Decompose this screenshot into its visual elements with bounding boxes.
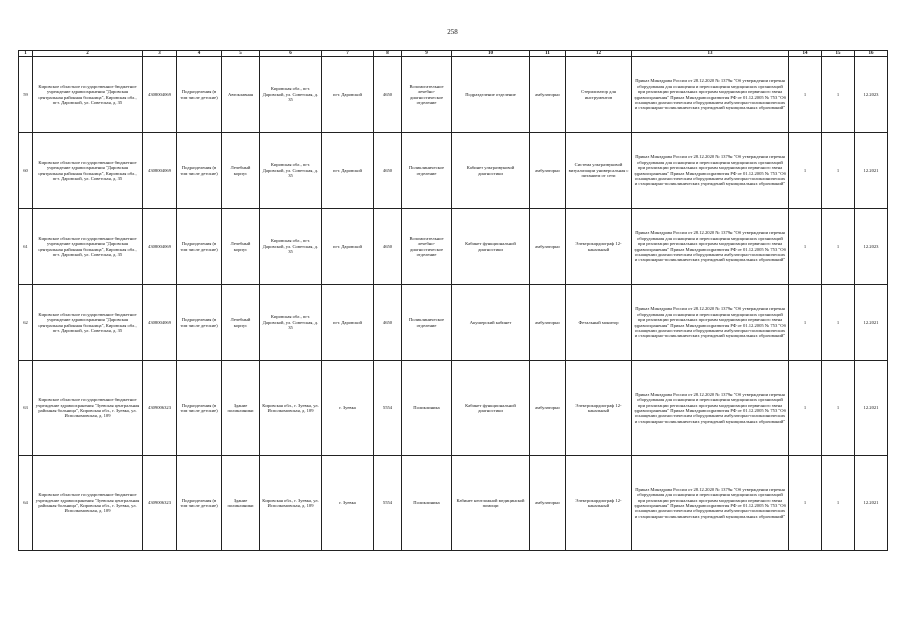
care-type-cell: амбулаторно: [530, 456, 566, 551]
unit-cell: Подразделения (в том числе детские): [177, 361, 222, 456]
equipment-cell: Фетальный монитор: [566, 285, 632, 361]
unit-cell: Подразделения (в том числе детские): [177, 456, 222, 551]
equipment-table: [18, 50, 888, 551]
unit-cell: Подразделения (в том числе детские): [177, 133, 222, 209]
equipment-cell: Система ультразвуковой визуализации универсальная с питанием от сети: [566, 133, 632, 209]
quantity-cell: 1: [822, 361, 855, 456]
legal-basis-cell: Приказ Минздрава России от 28.12.2020 № 1379н "Об утверждении перечня оборудования для оснащения и переоснащения медицинских организаций при реализации региональных программ модернизации первичного звена здравоохранения" Приказ Минздравсоцразвития РФ от 01.12.2005 № 753 "Об оснащении диагностическим оборудованием амбулаторно-поликлинических и стационарно-поликлинических учреждений муниципальных образований": [632, 209, 789, 285]
room-cell: Кабинет неотложной медицинской помощи: [452, 456, 530, 551]
building-cell: Здание поликлиники: [222, 361, 260, 456]
table-row: [19, 209, 888, 285]
equipment-cell: Электрокардиограф 12-канальный: [566, 209, 632, 285]
quantity-plan-cell: 1: [789, 57, 822, 133]
row-number-cell: 59: [19, 57, 33, 133]
ogrn-cell: 4308004069: [143, 57, 177, 133]
table-row: [19, 456, 888, 551]
building-cell: Лечебный корпус: [222, 285, 260, 361]
row-number-cell: 62: [19, 285, 33, 361]
code-cell: 5554: [374, 361, 402, 456]
care-type-cell: амбулаторно: [530, 209, 566, 285]
quantity-plan-cell: 1: [789, 209, 822, 285]
column-header: 15: [822, 51, 855, 57]
building-cell: Лечебный корпус: [222, 209, 260, 285]
quantity-cell: 1: [822, 285, 855, 361]
row-number-cell: 64: [19, 456, 33, 551]
column-header: 12: [566, 51, 632, 57]
column-header: 3: [143, 51, 177, 57]
quantity-plan-cell: 1: [789, 133, 822, 209]
ogrn-cell: 4308004069: [143, 209, 177, 285]
room-cell: Кабинет функциональной диагностики: [452, 361, 530, 456]
organization-cell: Кировское областное государственное бюджетное учреждение здравоохранения "Даровская центральная районная больница", Кировская обл., пгт. Даровской, ул. Советская, д. 35: [33, 133, 143, 209]
unit-cell: Подразделения (в том числе детские): [177, 209, 222, 285]
column-header: 13: [632, 51, 789, 57]
ogrn-cell: 4309006323: [143, 361, 177, 456]
address-cell: Кировская обл., пгт. Даровской, ул. Советская, д. 35: [260, 209, 322, 285]
care-type-cell: амбулаторно: [530, 57, 566, 133]
address-cell: Кировская обл., пгт. Даровской, ул. Советская, д. 35: [260, 57, 322, 133]
date-cell: 12.2021: [855, 456, 888, 551]
locality-cell: пгт. Даровской: [322, 209, 374, 285]
locality-cell: пгт. Даровской: [322, 133, 374, 209]
column-header: 4: [177, 51, 222, 57]
equipment-cell: Электрокардиограф 12-канальный: [566, 361, 632, 456]
room-cell: Кабинет функциональной диагностики: [452, 209, 530, 285]
address-cell: Кировская обл., пгт. Даровской, ул. Советская, д. 35: [260, 285, 322, 361]
equipment-cell: Электрокардиограф 12-канальный: [566, 456, 632, 551]
column-header: 7: [322, 51, 374, 57]
unit-cell: Подразделения (в том числе детские): [177, 285, 222, 361]
department-cell: Поликлиника: [402, 361, 452, 456]
column-header: 9: [402, 51, 452, 57]
row-number-cell: 63: [19, 361, 33, 456]
department-cell: Поликлиническое отделение: [402, 285, 452, 361]
organization-cell: Кировское областное государственное бюджетное учреждение здравоохранения "Зуевская центральная районная больница", Кировская обл., г. Зуевка, ул. Исполкомовская, д. 109: [33, 361, 143, 456]
address-cell: Кировская обл., г. Зуевка, ул. Исполкомовская, д. 109: [260, 361, 322, 456]
table-row: [19, 57, 888, 133]
table-row: [19, 285, 888, 361]
care-type-cell: амбулаторно: [530, 361, 566, 456]
room-cell: Подразделение отделение: [452, 57, 530, 133]
date-cell: 12.2021: [855, 285, 888, 361]
room-cell: Акушерский кабинет: [452, 285, 530, 361]
locality-cell: г. Зуевка: [322, 456, 374, 551]
code-cell: 4650: [374, 57, 402, 133]
legal-basis-cell: Приказ Минздрава России от 28.12.2020 № 1379н "Об утверждении перечня оборудования для оснащения и переоснащения медицинских организаций при реализации региональных программ модернизации первичного звена здравоохранения" Приказ Минздравсоцразвития РФ от 01.12.2005 № 753 "Об оснащении диагностическим оборудованием амбулаторно-поликлинических и стационарно-поликлинических учреждений муниципальных образований": [632, 361, 789, 456]
date-cell: 12.2023: [855, 209, 888, 285]
organization-cell: Кировское областное государственное бюджетное учреждение здравоохранения "Даровская центральная районная больница", Кировская обл., пгт. Даровской, ул. Советская, д. 35: [33, 285, 143, 361]
code-cell: 4650: [374, 285, 402, 361]
equipment-cell: Стерилизатор для инструментов: [566, 57, 632, 133]
care-type-cell: амбулаторно: [530, 133, 566, 209]
quantity-cell: 1: [822, 209, 855, 285]
column-header: 16: [855, 51, 888, 57]
column-header: 2: [33, 51, 143, 57]
room-cell: Кабинет ультразвуковой диагностики: [452, 133, 530, 209]
ogrn-cell: 4308004069: [143, 285, 177, 361]
code-cell: 4650: [374, 209, 402, 285]
table-row: [19, 133, 888, 209]
legal-basis-cell: Приказ Минздрава России от 28.12.2020 № 1379н "Об утверждении перечня оборудования для оснащения и переоснащения медицинских организаций при реализации региональных программ модернизации первичного звена здравоохранения" Приказ Минздравсоцразвития РФ от 01.12.2005 № 753 "Об оснащении диагностическим оборудованием амбулаторно-поликлинических и стационарно-поликлинических учреждений муниципальных образований": [632, 285, 789, 361]
quantity-cell: 1: [822, 57, 855, 133]
column-header: 5: [222, 51, 260, 57]
ogrn-cell: 4308004069: [143, 133, 177, 209]
department-cell: Вспомогательное лечебно-диагностическое отделение: [402, 209, 452, 285]
quantity-plan-cell: 1: [789, 285, 822, 361]
column-header: 10: [452, 51, 530, 57]
building-cell: Автоклавная: [222, 57, 260, 133]
building-cell: Здание поликлиники: [222, 456, 260, 551]
locality-cell: г. Зуевка: [322, 361, 374, 456]
locality-cell: пгт. Даровской: [322, 57, 374, 133]
legal-basis-cell: Приказ Минздрава России от 28.12.2020 № 1379н "Об утверждении перечня оборудования для оснащения и переоснащения медицинских организаций при реализации региональных программ модернизации первичного звена здравоохранения" Приказ Минздравсоцразвития РФ от 01.12.2005 № 753 "Об оснащении диагностическим оборудованием амбулаторно-поликлинических и стационарно-поликлинических учреждений муниципальных образований": [632, 456, 789, 551]
date-cell: 12.2021: [855, 133, 888, 209]
ogrn-cell: 4309006323: [143, 456, 177, 551]
department-cell: Вспомогательное лечебно-диагностическое отделение: [402, 57, 452, 133]
column-header: 1: [19, 51, 33, 57]
legal-basis-cell: Приказ Минздрава России от 28.12.2020 № 1379н "Об утверждении перечня оборудования для оснащения и переоснащения медицинских организаций при реализации региональных программ модернизации первичного звена здравоохранения" Приказ Минздравсоцразвития РФ от 01.12.2005 № 753 "Об оснащении диагностическим оборудованием амбулаторно-поликлинических и стационарно-поликлинических учреждений муниципальных образований": [632, 133, 789, 209]
unit-cell: Подразделения (в том числе детские): [177, 57, 222, 133]
quantity-cell: 1: [822, 456, 855, 551]
organization-cell: Кировское областное государственное бюджетное учреждение здравоохранения "Зуевская центральная районная больница", Кировская обл., г. Зуевка, ул. Исполкомовская, д. 109: [33, 456, 143, 551]
row-number-cell: 60: [19, 133, 33, 209]
legal-basis-cell: Приказ Минздрава России от 28.12.2020 № 1379н "Об утверждении перечня оборудования для оснащения и переоснащения медицинских организаций при реализации региональных программ модернизации первичного звена здравоохранения" Приказ Минздравсоцразвития РФ от 01.12.2005 № 753 "Об оснащении диагностическим оборудованием амбулаторно-поликлинических и стационарно-поликлинических учреждений муниципальных образований": [632, 57, 789, 133]
department-cell: Поликлиника: [402, 456, 452, 551]
code-cell: 4650: [374, 133, 402, 209]
locality-cell: пгт. Даровской: [322, 285, 374, 361]
column-header: 11: [530, 51, 566, 57]
column-header: 14: [789, 51, 822, 57]
quantity-cell: 1: [822, 133, 855, 209]
table-row: [19, 361, 888, 456]
address-cell: Кировская обл., г. Зуевка, ул. Исполкомовская, д. 109: [260, 456, 322, 551]
date-cell: 12.2023: [855, 57, 888, 133]
column-header: 8: [374, 51, 402, 57]
quantity-plan-cell: 1: [789, 361, 822, 456]
organization-cell: Кировское областное государственное бюджетное учреждение здравоохранения "Даровская центральная районная больница", Кировская обл., пгт. Даровской, ул. Советская, д. 35: [33, 57, 143, 133]
department-cell: Поликлиническое отделение: [402, 133, 452, 209]
address-cell: Кировская обл., пгт. Даровской, ул. Советская, д. 35: [260, 133, 322, 209]
organization-cell: Кировское областное государственное бюджетное учреждение здравоохранения "Даровская центральная районная больница", Кировская обл., пгт. Даровской, ул. Советская, д. 35: [33, 209, 143, 285]
quantity-plan-cell: 1: [789, 456, 822, 551]
row-number-cell: 61: [19, 209, 33, 285]
page-number: 258: [447, 28, 458, 36]
column-header: 6: [260, 51, 322, 57]
code-cell: 5554: [374, 456, 402, 551]
building-cell: Лечебный корпус: [222, 133, 260, 209]
care-type-cell: амбулаторно: [530, 285, 566, 361]
date-cell: 12.2021: [855, 361, 888, 456]
